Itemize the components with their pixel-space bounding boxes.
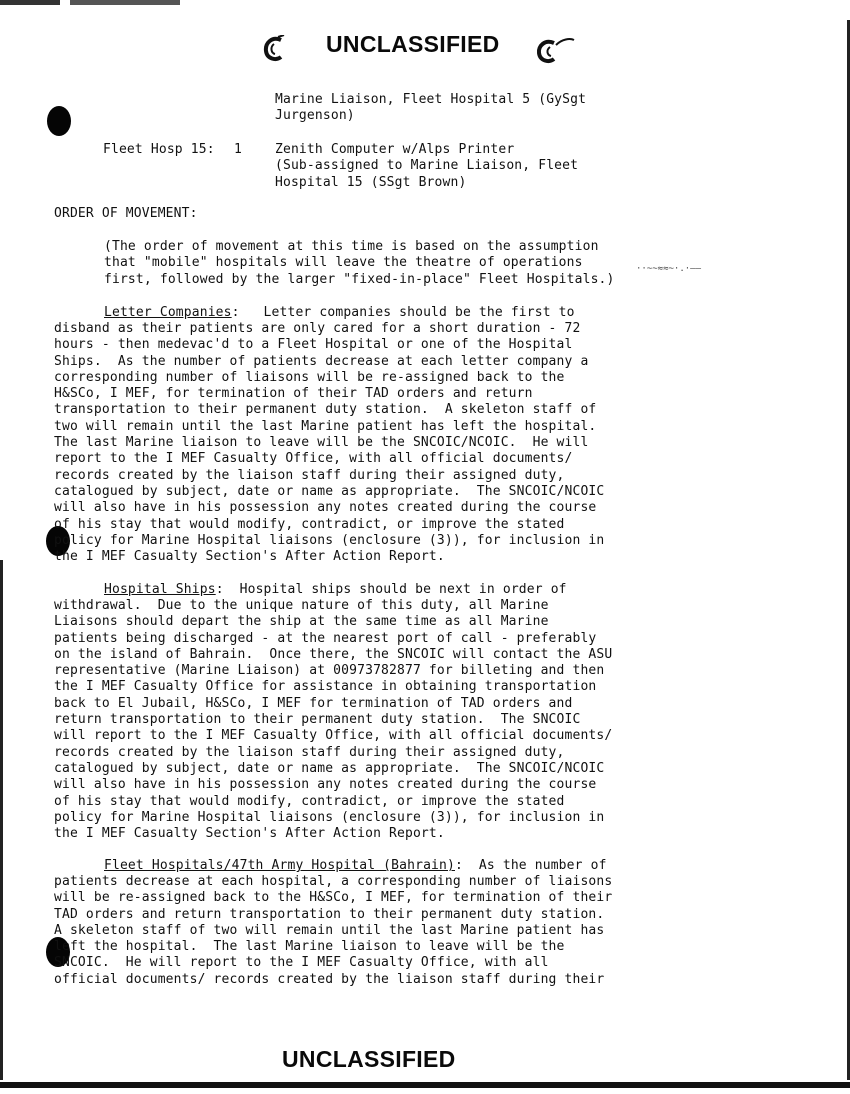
- footer-classification: UNCLASSIFIED: [282, 1046, 456, 1072]
- hospital-ships-first-line: [104, 582, 567, 598]
- assignment-entry-2-label: Fleet Hosp 15:: [103, 142, 215, 157]
- stamp-mark-left-icon: [262, 35, 288, 63]
- letter-companies-first-line-rest: : Letter companies should be the first to: [231, 305, 575, 320]
- assignment-entry-2-quantity: 1: [234, 142, 242, 157]
- letter-companies-title: Letter Companies: [104, 305, 232, 320]
- letter-companies-body: disband as their patients are only cared for a short duration - 72 hours - then medevac'd to a Fleet Hospital or one of the Hospital Ships. As the number of patients decrease at each letter company a corresponding number of liaisons will be re-assigned back to the H&SCo, I MEF, for termination of their TAD orders and return transportation to their permanent duty station. A skeleton staff of two will remain until the last Marine patient has left the hospital. The last Marine liaison to leave will be the SNCOIC/NCOIC. He will report to the I MEF Casualty Office, with all official documents/ records created by the liaison staff during their assigned duty, catalogued by subject, date or name as appropriate. The SNCOIC/NCOIC will also have in his possession any notes created during the course of his stay that would modify, contradict, or improve the stated policy for Marine Hospital liaisons (enclosure (3)), for inclusion in the I MEF Casualty Section's After Action Report.: [54, 321, 605, 565]
- stamp-mark-right-icon: [536, 37, 576, 65]
- hospital-ships-body: withdrawal. Due to the unique nature of this duty, all Marine Liaisons should depart the ship at the same time as all Marine patients being discharged - at the nearest port of call - preferably on the island of Bahrain. Once there, the SNCOIC will contact the ASU representative (Marine Liaison) at 00973782877 for billeting and then the I MEF Casualty Office for assistance in obtaining transportation back to El Jubail, H&SCo, I MEF for termination of TAD orders and return transportation to their permanent duty station. The SNCOIC will report to the I MEF Casualty Office, with all official documents/ records created by the liaison staff during their assigned duty, catalogued by subject, date or name as appropriate. The SNCOIC/NCOIC will also have in his possession any notes created during the course of his stay that would modify, contradict, or improve the stated policy for Marine Hospital liaisons (enclosure (3)), for inclusion in the I MEF Casualty Section's After Action Report.: [54, 598, 613, 842]
- fleet-hospitals-title: Fleet Hospitals/47th Army Hospital (Bahrain): [104, 858, 455, 873]
- punch-hole-top: [47, 106, 71, 136]
- hospital-ships-title: Hospital Ships: [104, 582, 216, 597]
- header-classification: UNCLASSIFIED: [326, 31, 500, 57]
- scan-speckle: ··~~≈≈~·.·——: [636, 264, 702, 274]
- fleet-hospitals-first-line-rest: : As the number of: [454, 858, 607, 873]
- fleet-hospitals-body: patients decrease at each hospital, a corresponding number of liaisons will be re-assigned back to the H&SCo, I MEF, for termination of their TAD orders and return transportation to their permanent duty station. A skeleton staff of two will remain until the last Marine patient has left the hospital. The last Marine liaison to leave will be the SNCOIC. He will report to the I MEF Casualty Office, with all official documents/ records created by the liaison staff during their: [54, 874, 613, 987]
- order-heading: ORDER OF MOVEMENT:: [54, 206, 198, 221]
- fleet-hospitals-first-line: [104, 858, 607, 874]
- assignment-entry-1: Marine Liaison, Fleet Hospital 5 (GySgt Jurgenson): [275, 92, 587, 124]
- letter-companies-first-line: [104, 305, 575, 321]
- assignment-entry-2-text: Zenith Computer w/Alps Printer (Sub-assigned to Marine Liaison, Fleet Hospital 15 (SSgt Brown): [275, 142, 579, 190]
- scan-edge-left: [0, 560, 3, 1080]
- hospital-ships-first-line-rest: : Hospital ships should be next in order of: [215, 582, 567, 597]
- order-note: (The order of movement at this time is based on the assumption that "mobile" hospitals will leave the theatre of operations first, followed by the larger "fixed-in-place" Fleet Hospitals.): [104, 239, 615, 287]
- scan-edge-bottom: [0, 1082, 850, 1088]
- scan-edge-top: [0, 0, 300, 5]
